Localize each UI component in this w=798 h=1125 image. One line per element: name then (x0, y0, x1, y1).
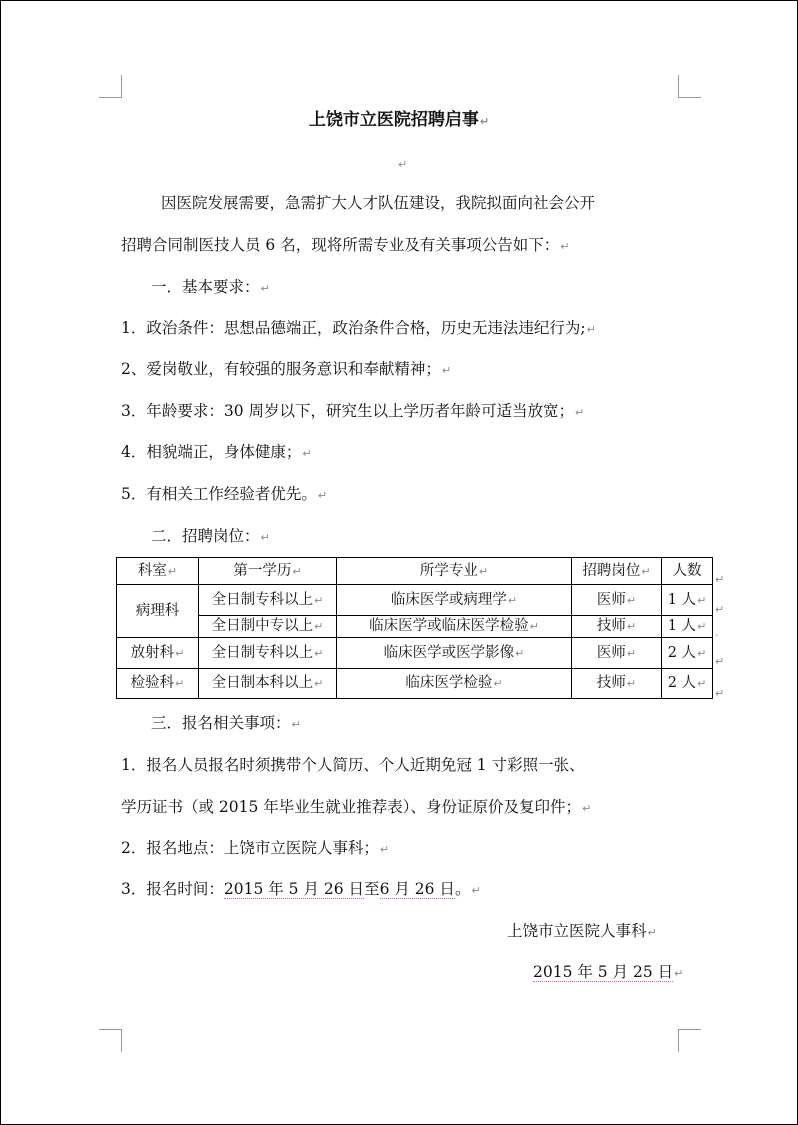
signature-date: 2015 年 5 月 25 日 ↵ (533, 962, 683, 984)
intro-line-1: 因医院发展需要，急需扩大人才队伍建设，我院拟面向社会公开 (161, 194, 596, 212)
table-cell: 全日制本科以上 ↵ (199, 669, 337, 699)
paragraph-mark-icon (318, 489, 327, 502)
table-cell: 临床医学或病理学 ↵ (337, 585, 572, 616)
table-cell: 医师 ↵ (572, 638, 662, 669)
registration-item-1-line-2: 学历证书（或 2015 年毕业生就业推荐表）、身份证原价及复印件； ↵ (121, 797, 591, 819)
paragraph-mark-icon (674, 967, 683, 980)
signature-org: 上饶市立医院人事科 ↵ (507, 921, 657, 943)
paragraph-mark-icon (261, 282, 270, 295)
row-end-mark-icon: · (715, 629, 719, 642)
row-end-mark-icon: ↵ (715, 687, 725, 700)
table-cell: 临床医学或临床医学检验 ↵ (337, 616, 572, 638)
table-header-cell: 所学专业 ↵ (337, 558, 572, 585)
table-row (117, 616, 713, 638)
paragraph-mark-icon (582, 802, 591, 815)
table-cell: 临床医学检验 ↵ (337, 669, 572, 699)
table-cell-dept: 检验科 ↵ (117, 669, 199, 699)
crop-mark-top-right (678, 75, 701, 98)
paragraph-mark-icon (380, 843, 389, 856)
crop-mark-bottom-left (99, 1029, 122, 1052)
table-cell-dept: 放射科 ↵ (117, 638, 199, 669)
table-cell: 全日制中专以上 ↵ (199, 616, 337, 638)
date-end: 6 月 26 日 (379, 880, 455, 898)
paragraph-mark-icon (480, 115, 489, 128)
date-start: 2015 年 5 月 26 日 (223, 880, 365, 898)
table-cell: 全日制专科以上 ↵ (199, 585, 337, 616)
intro-line-2: 招聘合同制医技人员 6 名，现将所需专业及有关事项公告如下： ↵ (121, 235, 569, 257)
paragraph-mark-icon (587, 323, 596, 336)
empty-paragraph (397, 153, 407, 175)
paragraph-mark-icon (471, 884, 480, 897)
section1-heading: 一．基本要求： ↵ (151, 277, 270, 299)
section3-heading: 三．报名相关事项： ↵ (151, 713, 301, 735)
table-cell: 2 人 ↵ (662, 638, 713, 669)
paragraph-mark-icon (442, 364, 451, 377)
table-cell-dept: 病理科 (117, 585, 199, 638)
section2-heading: 二．招聘岗位： ↵ (151, 526, 270, 548)
table-header-cell: 招聘岗位 ↵ (572, 558, 662, 585)
requirement-item: 1．政治条件：思想品德端正，政治条件合格，历史无违法违纪行为; ↵ (121, 318, 596, 340)
crop-mark-bottom-right (678, 1029, 701, 1052)
row-end-mark-icon: ↵ (715, 573, 725, 586)
paragraph-mark-icon (560, 240, 569, 253)
paragraph-mark-icon (292, 718, 301, 731)
table-cell: 全日制专科以上 ↵ (199, 638, 337, 669)
paragraph-mark-icon (648, 926, 657, 939)
table-cell: 临床医学或医学影像 ↵ (337, 638, 572, 669)
table-row (117, 585, 713, 616)
row-end-mark-icon: ↵ (715, 655, 725, 668)
table-row (117, 669, 713, 699)
table-header-cell: 科室 ↵ (117, 558, 199, 585)
table-cell: 1 人 ↵ (662, 585, 713, 616)
paragraph-mark-icon (302, 447, 311, 460)
requirement-item: 3．年龄要求：30 周岁以下，研究生以上学历者年龄可适当放宽； ↵ (121, 401, 584, 423)
positions-table (116, 557, 713, 699)
table-row (117, 638, 713, 669)
paragraph-mark-icon (398, 158, 407, 171)
table-cell: 医师 ↵ (572, 585, 662, 616)
requirement-item: 4．相貌端正，身体健康； ↵ (121, 442, 312, 464)
registration-item-2: 2．报名地点：上饶市立医院人事科； ↵ (121, 838, 389, 860)
table-cell: 技师 ↵ (572, 669, 662, 699)
table-cell: 1 人 ↵ (662, 616, 713, 638)
table-header-row (117, 558, 713, 585)
table-cell: 2 人 ↵ (662, 669, 713, 699)
registration-item-3: 3．报名时间：2015 年 5 月 26 日至6 月 26 日。 ↵ (121, 879, 481, 901)
document-title: 上饶市立医院招聘启事 ↵ (1, 109, 797, 133)
row-end-mark-icon: ↵ (715, 603, 725, 616)
paragraph-mark-icon (261, 531, 270, 544)
requirement-item: 2、爱岗敬业，有较强的服务意识和奉献精神； ↵ (121, 359, 451, 381)
table-cell: 技师 ↵ (572, 616, 662, 638)
paragraph-mark-icon (575, 406, 584, 419)
table-header-cell: 人数 (662, 558, 713, 585)
crop-mark-top-left (99, 75, 122, 98)
requirement-item: 5．有相关工作经验者优先。 ↵ (121, 484, 327, 506)
table-header-cell: 第一学历 ↵ (199, 558, 337, 585)
registration-item-1-line-1: 1．报名人员报名时须携带个人简历、个人近期免冠 1 寸彩照一张、 (121, 756, 585, 774)
